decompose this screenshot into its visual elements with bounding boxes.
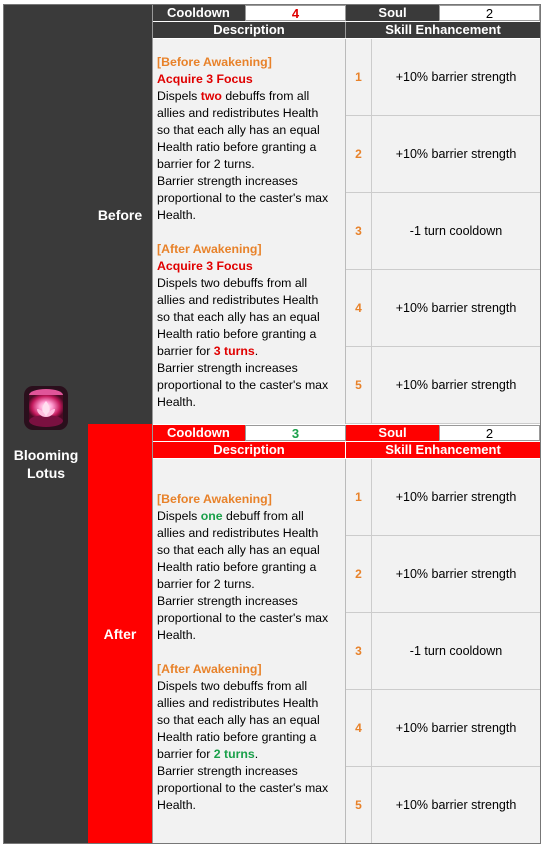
desc-title: [Before Awakening] xyxy=(157,55,272,69)
enhancement-row xyxy=(346,536,540,613)
enhancement-level: 5 xyxy=(346,767,372,843)
enhancement-level: 1 xyxy=(346,459,372,535)
desc-line: Health ratio before granting a xyxy=(157,730,317,744)
desc-line: Health ratio before granting a xyxy=(157,140,317,154)
desc-line: Health. xyxy=(157,208,196,222)
enhancement-level: 4 xyxy=(346,690,372,766)
cooldown-value: 3 xyxy=(245,425,346,441)
enhancement-text: +10% barrier strength xyxy=(395,70,517,84)
enhancement-level: 2 xyxy=(346,536,372,612)
desc-line: Barrier strength increases xyxy=(157,594,298,608)
desc-line: barrier for 2 turns. xyxy=(157,577,255,591)
desc-line: barrier for 2 turns. xyxy=(157,747,259,761)
desc-line: proportional to the caster's max xyxy=(157,191,329,205)
desc-line: Dispels two debuffs from all xyxy=(157,679,308,693)
description-before xyxy=(153,39,346,424)
enhancement-text: +10% barrier strength xyxy=(395,301,517,315)
desc-line: Barrier strength increases xyxy=(157,174,298,188)
desc-title: [Before Awakening] xyxy=(157,492,272,506)
soul-value: 2 xyxy=(439,425,540,441)
desc-title: [After Awakening] xyxy=(157,662,262,676)
enhancement-header: Skill Enhancement xyxy=(346,442,540,458)
desc-line: barrier for 2 turns. xyxy=(157,157,255,171)
desc-line: allies and redistributes Health xyxy=(157,293,319,307)
desc-line: Dispels one debuff from all xyxy=(157,509,304,523)
enhancement-text: +10% barrier strength xyxy=(395,490,517,504)
soul-label: Soul xyxy=(346,5,439,21)
desc-line: Dispels two debuffs from all xyxy=(157,89,310,103)
enhancement-level: 1 xyxy=(346,39,372,115)
soul-label: Soul xyxy=(346,425,439,441)
enhancement-text: +10% barrier strength xyxy=(395,567,517,581)
desc-line: so that each ally has an equal xyxy=(157,713,320,727)
desc-line: proportional to the caster's max xyxy=(157,378,329,392)
enhancement-level: 5 xyxy=(346,347,372,423)
desc-line: Health. xyxy=(157,798,196,812)
desc-line: Health ratio before granting a xyxy=(157,560,317,574)
enhancement-level: 2 xyxy=(346,116,372,192)
enhancement-row xyxy=(346,613,540,690)
desc-line: Dispels two debuffs from all xyxy=(157,276,308,290)
desc-line: barrier for 3 turns. xyxy=(157,344,259,358)
desc-line: allies and redistributes Health xyxy=(157,106,319,120)
enhancement-text: +10% barrier strength xyxy=(395,378,517,392)
enhancement-row xyxy=(346,690,540,767)
blooming-lotus-icon xyxy=(21,383,71,433)
desc-line: allies and redistributes Health xyxy=(157,696,319,710)
desc-focus: Acquire 3 Focus xyxy=(157,72,253,86)
desc-line: Health. xyxy=(157,395,196,409)
description-header: Description xyxy=(153,442,346,458)
enhancement-header: Skill Enhancement xyxy=(346,22,540,38)
cooldown-value: 4 xyxy=(245,5,346,21)
enhancement-row xyxy=(346,116,540,193)
enhancement-level: 4 xyxy=(346,270,372,346)
desc-line: Barrier strength increases xyxy=(157,361,298,375)
enhancement-row xyxy=(346,767,540,843)
desc-line: Health ratio before granting a xyxy=(157,327,317,341)
desc-line: so that each ally has an equal xyxy=(157,543,320,557)
enhancement-row xyxy=(346,347,540,424)
skill-name: Blooming Lotus xyxy=(13,447,79,481)
enhancement-row xyxy=(346,270,540,347)
desc-line: proportional to the caster's max xyxy=(157,781,329,795)
desc-line: so that each ally has an equal xyxy=(157,310,320,324)
desc-focus: Acquire 3 Focus xyxy=(157,259,253,273)
desc-line: allies and redistributes Health xyxy=(157,526,319,540)
enhancement-text: -1 turn cooldown xyxy=(409,224,503,238)
phase-before: Before xyxy=(88,5,153,424)
phase-after: After xyxy=(88,424,153,843)
enhancement-level: 3 xyxy=(346,193,372,269)
enhancement-row xyxy=(346,39,540,116)
desc-line: Health. xyxy=(157,628,196,642)
desc-line: so that each ally has an equal xyxy=(157,123,320,137)
desc-title: [After Awakening] xyxy=(157,242,262,256)
description-after xyxy=(153,459,346,843)
enhancement-level: 3 xyxy=(346,613,372,689)
enhancement-text: +10% barrier strength xyxy=(395,721,517,735)
enhancement-text: -1 turn cooldown xyxy=(409,644,503,658)
desc-line: Barrier strength increases xyxy=(157,764,298,778)
cooldown-label: Cooldown xyxy=(153,5,245,21)
enhancement-row xyxy=(346,459,540,536)
cooldown-label: Cooldown xyxy=(153,425,245,441)
skill-column xyxy=(4,5,89,843)
enhancement-text: +10% barrier strength xyxy=(395,147,517,161)
description-header: Description xyxy=(153,22,346,38)
desc-line: proportional to the caster's max xyxy=(157,611,329,625)
enhancement-text: +10% barrier strength xyxy=(395,798,517,812)
soul-value: 2 xyxy=(439,5,540,21)
enhancement-row xyxy=(346,193,540,270)
